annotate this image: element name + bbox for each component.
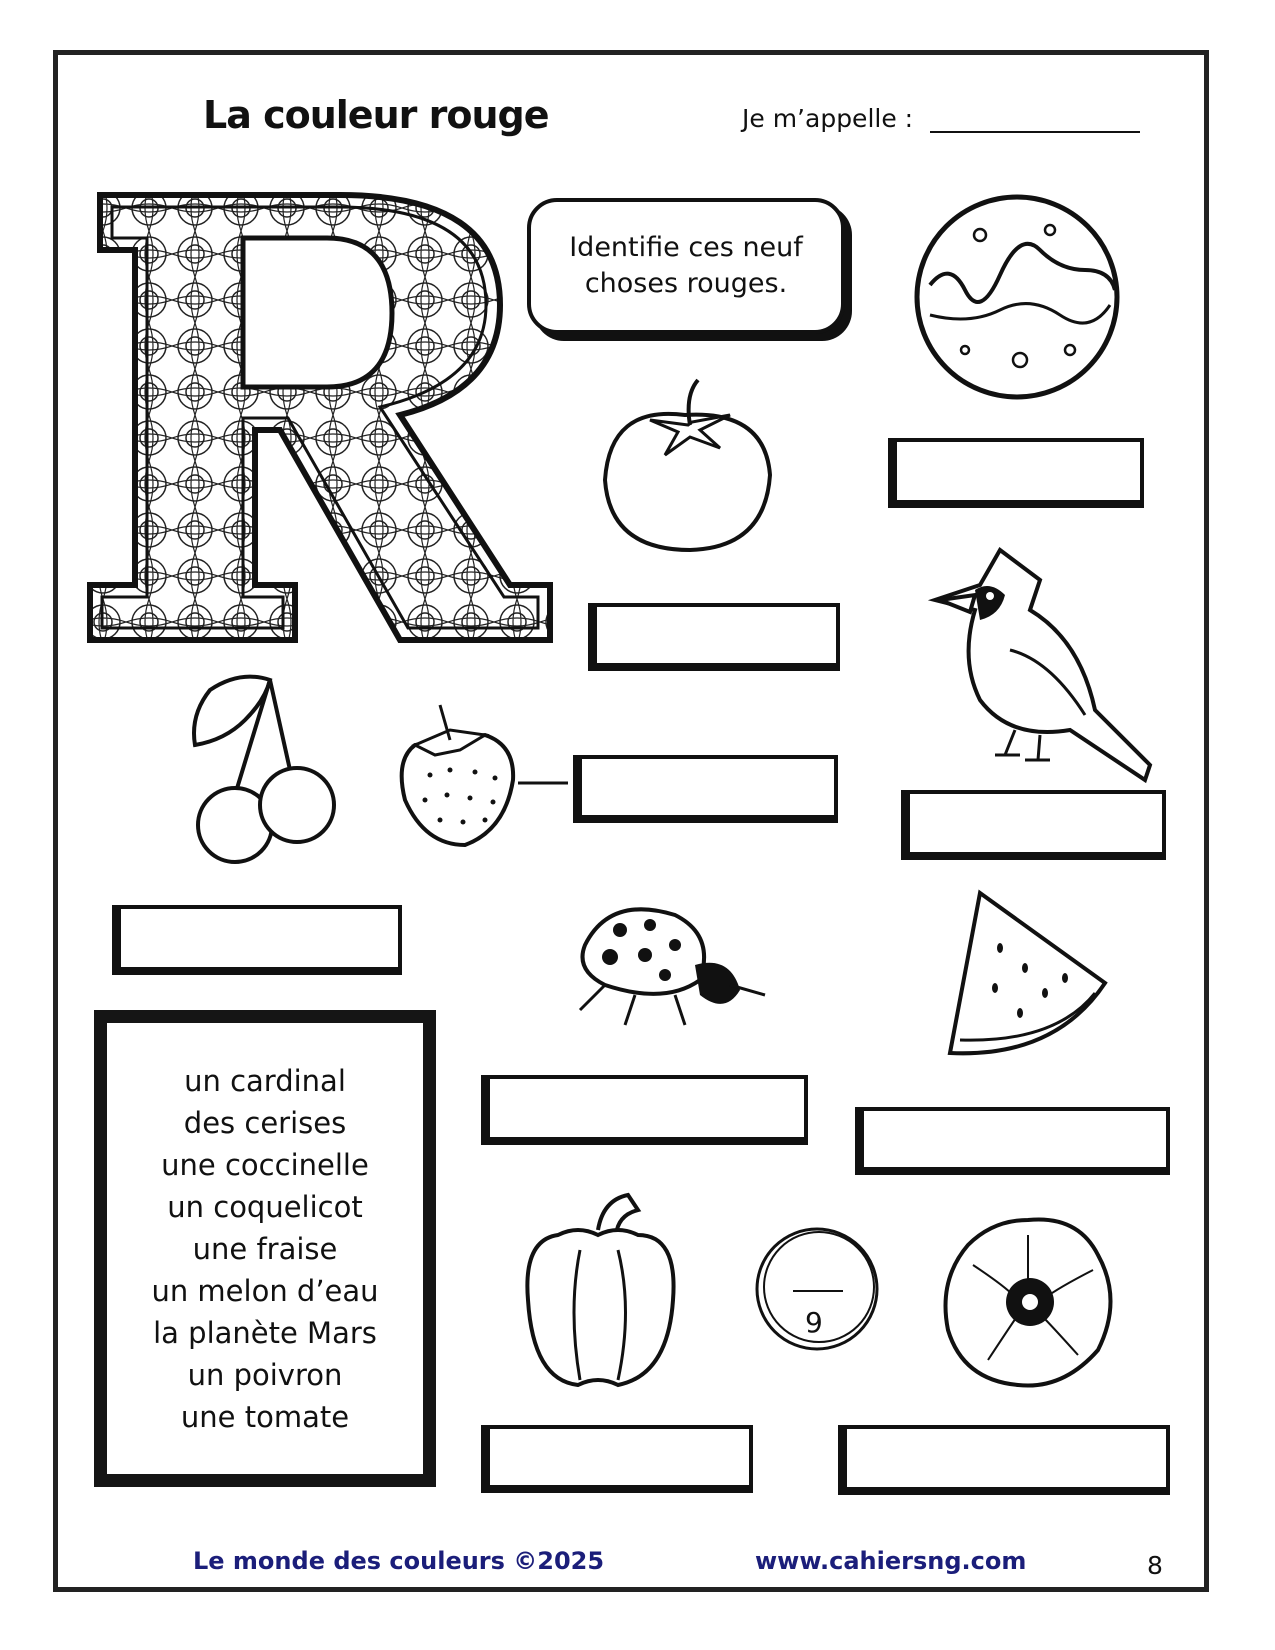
footer-copyright: Le monde des couleurs ©2025 (193, 1547, 605, 1575)
cardinal-bird-icon (920, 540, 1160, 790)
score-field[interactable] (793, 1290, 843, 1292)
poppy-flower-icon (933, 1210, 1123, 1395)
word-bank-item: un melon d’eau (151, 1273, 379, 1308)
connector-line (518, 780, 568, 786)
ladybug-icon (565, 895, 770, 1030)
bell-pepper-icon (518, 1190, 683, 1390)
watermelon-slice-icon (945, 888, 1110, 1063)
instruction-bubble: Identifie ces neuf choses rouges. (527, 198, 845, 334)
letter-r-mandala-icon (80, 185, 560, 655)
answer-box-ladybug[interactable] (481, 1075, 808, 1145)
page-title: La couleur rouge (203, 93, 549, 137)
word-bank-item: une coccinelle (161, 1147, 369, 1182)
word-bank (94, 1010, 436, 1487)
name-field[interactable] (930, 131, 1140, 133)
word-bank-item: un cardinal (184, 1063, 346, 1098)
answer-box-tomato[interactable] (588, 603, 840, 671)
answer-box-watermelon[interactable] (855, 1107, 1170, 1175)
answer-box-pepper[interactable] (481, 1425, 753, 1493)
name-label: Je m’appelle : (742, 104, 914, 133)
word-bank-item: un coquelicot (167, 1189, 363, 1224)
tomato-icon (590, 370, 785, 560)
cherries-icon (180, 665, 350, 865)
page-number: 8 (1147, 1551, 1163, 1580)
word-bank-item: un poivron (187, 1357, 343, 1392)
word-bank-item: des cerises (183, 1105, 347, 1140)
score-denominator: 9 (805, 1306, 823, 1339)
footer-website-link[interactable]: www.cahiersng.com (755, 1547, 1027, 1575)
mars-planet-icon (910, 190, 1125, 405)
word-bank-item: une tomate (180, 1399, 350, 1434)
strawberry-icon (395, 700, 520, 850)
word-bank-item: une fraise (192, 1231, 338, 1266)
answer-box-cherries[interactable] (112, 905, 402, 975)
answer-box-cardinal[interactable] (901, 790, 1166, 860)
answer-box-strawberry[interactable] (573, 755, 838, 823)
answer-box-mars[interactable] (888, 438, 1144, 508)
word-bank-item: la planète Mars (153, 1315, 377, 1350)
answer-box-poppy[interactable] (838, 1425, 1170, 1495)
